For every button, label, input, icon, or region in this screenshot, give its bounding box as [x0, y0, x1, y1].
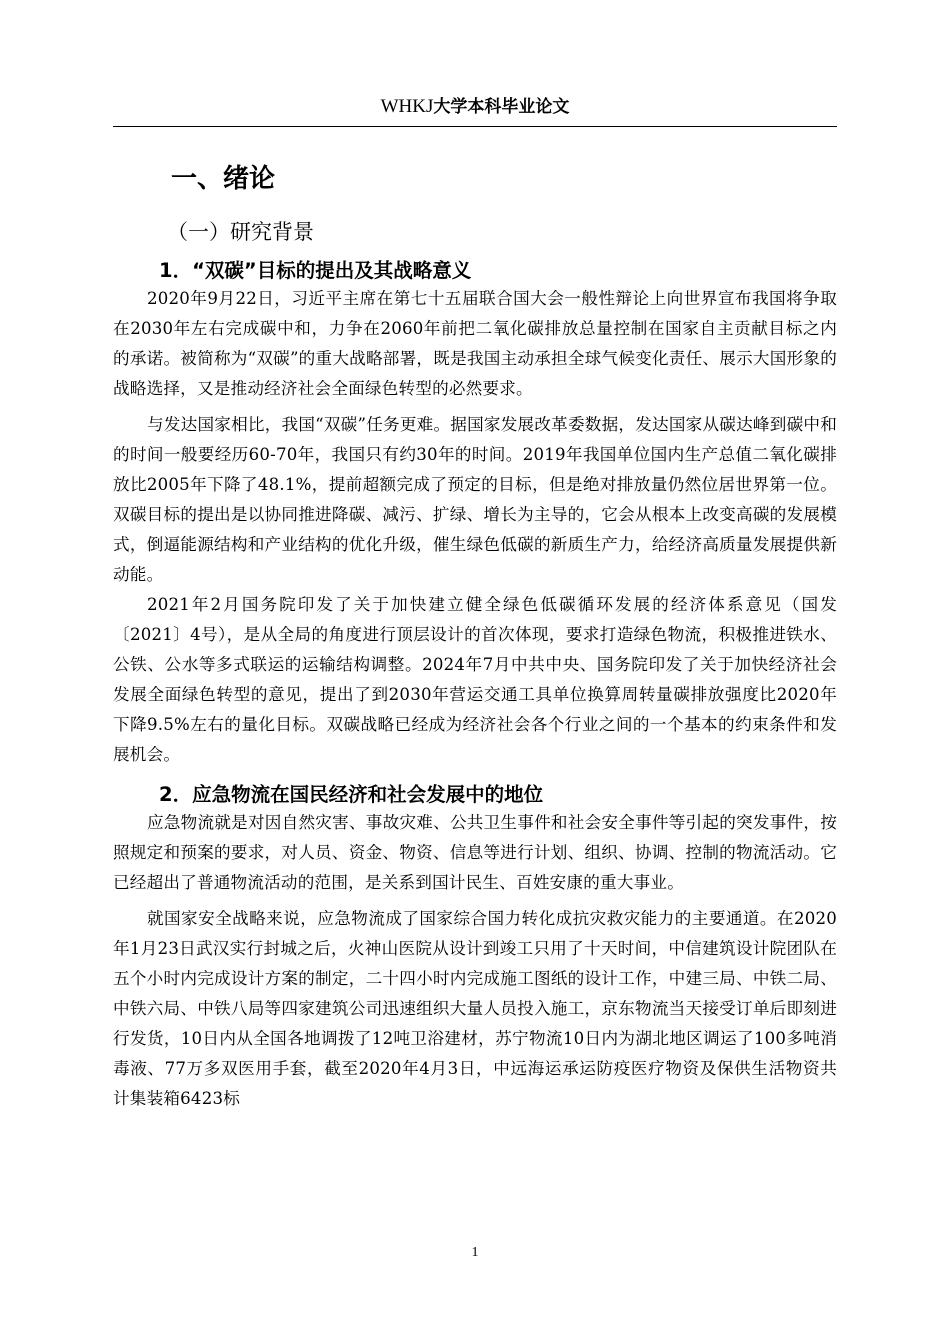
header-prefix: WHKJ [380, 96, 434, 117]
page-number: 1 [471, 1245, 479, 1260]
section-title: （一）研究背景 [167, 220, 314, 244]
subsection-title-1: 1．“双碳”目标的提出及其战略意义 [159, 259, 472, 282]
paragraph: 2020年9月22日，习近平主席在第七十五届联合国大会一般性辩论上向世界宣布我国将争取在2030年左右完成碳中和，力争在2060年前把二氧化碳排放总量控制在国家自主贡献目标之内的承诺。被简称为“双碳”的重大战略部署，既是我国主动承担全球气候变化责任、展示大国形象的战略选择，又是推动经济社会全面绿色转型的必然要求。 [113, 289, 837, 398]
page-header [0, 92, 950, 118]
header-rule [113, 126, 837, 127]
subsection-title-2: 2．应急物流在国民经济和社会发展中的地位 [159, 783, 544, 806]
document-body [113, 148, 837, 1114]
paragraph: 与发达国家相比，我国“双碳”任务更难。据国家发展改革委数据，发达国家从碳达峰到碳中和的时间一般要经历60-70年，我国只有约30年的时间。2019年我国单位国内生产总值二氧化碳排放比2005年下降了48.1%，提前超额完成了预定的目标，但是绝对排放量仍然位居世界第一位。双碳目标的提出是以协同推进降碳、减污、扩绿、增长为主导的，它会从根本上改变高碳的发展模式，倒逼能源结构和产业结构的优化升级，催生绿色低碳的新质生产力，给经济高质量发展提供新动能。 [113, 415, 837, 584]
paragraph: 2021年2月国务院印发了关于加快建立健全绿色低碳循环发展的经济体系意见（国发〔2021〕4号），是从全局的角度进行顶层设计的首次体现，要求打造绿色物流，积极推进铁水、公铁、公水等多式联运的运输结构调整。2024年7月中共中央、国务院印发了关于加快经济社会发展全面绿色转型的意见，提出了到2030年营运交通工具单位换算周转量碳排放强度比2020年下降9.5%左右的量化目标。双碳战略已经成为经济社会各个行业之间的一个基本的约束条件和发展机会。 [113, 595, 837, 764]
chapter-title: 一、绪论 [171, 164, 276, 194]
header-title: 大学本科毕业论文 [433, 97, 570, 117]
paragraph: 就国家安全战略来说，应急物流成了国家综合国力转化成抗灾救灾能力的主要通道。在2020年1月23日武汉实行封城之后，火神山医院从设计到竣工只用了十天时间，中信建筑设计院团队在五个小时内完成设计方案的制定，二十四小时内完成施工图纸的设计工作，中建三局、中铁二局、中铁六局、中铁八局等四家建筑公司迅速组织大量人员投入施工，京东物流当天接受订单后即刻进行发货，10日内从全国各地调拨了12吨卫浴建材，苏宁物流10日内为湖北地区调运了100多吨消毒液、77万多双医用手套，截至2020年4月3日，中远海运承运防疫医疗物资及保供生活物资共计集装箱6423标 [113, 909, 837, 1108]
paragraph: 应急物流就是对因自然灾害、事故灾难、公共卫生事件和社会安全事件等引起的突发事件，按照规定和预案的要求，对人员、资金、物资、信息等进行计划、组织、协调、控制的物流活动。它已经超出了普通物流活动的范围，是关系到国计民生、百姓安康的重大事业。 [113, 813, 837, 892]
